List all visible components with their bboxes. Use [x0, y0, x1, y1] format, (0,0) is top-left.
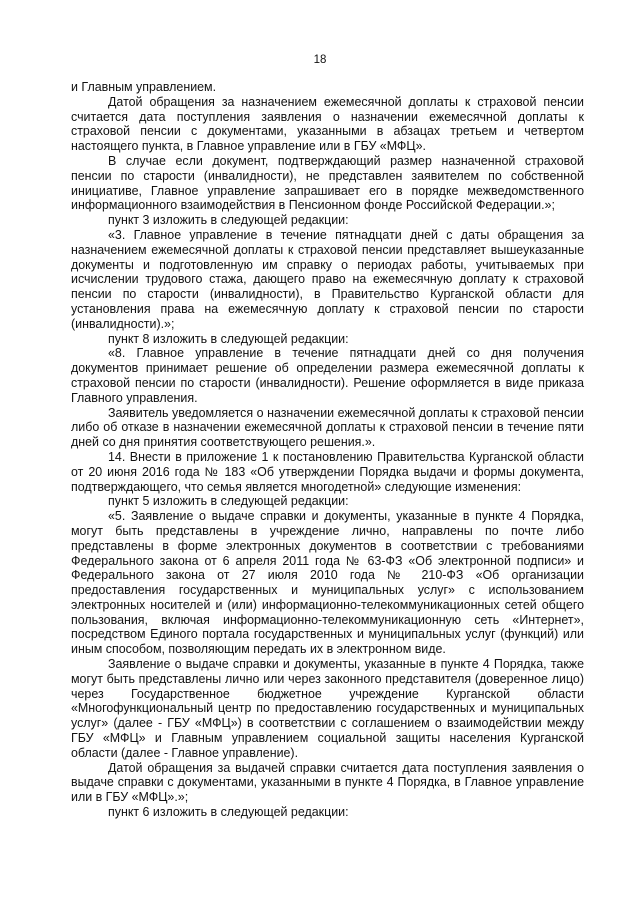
page-number: 18 [313, 54, 327, 66]
paragraph: В случае если документ, подтверждающий размер назначенной страховой пенсии по старости (инвалидности), не представлен заявителем по собственной инициативе, Главное управление запрашивает его в порядке межведомственного информационного взаимодействия в Пенсионном фонде Российской Федерации.»; [71, 153, 584, 213]
paragraph: пункт 5 изложить в следующей редакции: [108, 494, 349, 509]
paragraph: «8. Главное управление в течение пятнадцати дней со дня получения документов принимает решение об определении размера ежемесячной доплаты к страховой пенсии по старости (инвалидности). Решение оформляется в виде приказа Главного управления. [71, 346, 584, 405]
paragraph: «5. Заявление о выдаче справки и документы, указанные в пункте 4 Порядка, могут быть представлены в учреждение лично, направлены по почте либо представлены в форме электронных документов в соответствии с требованиями Федерального закона от 6 апреля 2011 года № 63-ФЗ «Об электронной подписи» и Федерального закона от 27 июля 2010 года № 210-ФЗ «Об организации предоставления государственных и муниципальных услуг» с использованием электронных носителей и (или) информационно-телекоммуникационных сетей общего пользования, включая информационно-телекоммуникационную сеть «Интернет», посредством Единого портала государственных и муниципальных услуг (функций) или иным способом, позволяющим передать их в электронном виде. [71, 509, 584, 657]
paragraph: 14. Внести в приложение 1 к постановлению Правительства Курганской области от 20 июня 2016 года № 183 «Об утверждении Порядка выдачи и формы документа, подтверждающего, что семья является многодетной» следующие изменения: [71, 449, 584, 494]
paragraph: пункт 3 изложить в следующей редакции: [108, 213, 349, 228]
paragraph: Заявление о выдаче справки и документы, указанные в пункте 4 Порядка, также могут быть представлены лично или через законного представителя (доверенное лицо) через Государственное бюджетное учреждение Курганской области «Многофункциональный центр по предоставлению государственных и муниципальных услуг» (далее - ГБУ «МФЦ») в соответствии с соглашением о взаимодействии между ГБУ «МФЦ» и Главным управлением социальной защиты населения Курганской области (далее - Главное управление). [71, 657, 584, 760]
paragraph: пункт 8 изложить в следующей редакции: [108, 331, 349, 346]
paragraph: «3. Главное управление в течение пятнадцати дней с даты обращения за назначением ежемесячной доплаты к страховой пенсии представляет вышеуказанные документы и подготовленную им справку о периодах работы, учитываемых при исчислении трудового стажа, дающего право на ежемесячную доплату к страховой пенсии по старости (инвалидности), в Правительство Курганской области для установления права на ежемесячную доплату к страховой пенсии по старости (инвалидности).»; [71, 227, 584, 331]
paragraph: и Главным управлением. [71, 80, 217, 94]
paragraph: пункт 6 изложить в следующей редакции: [108, 805, 349, 820]
document-body [71, 80, 584, 820]
paragraph: Датой обращения за выдачей справки считается дата поступления заявления о выдаче справки с документами, указанными в пункте 4 Порядка, в Главное управление или в ГБУ «МФЦ».»; [71, 760, 584, 805]
paragraph: Заявитель уведомляется о назначении ежемесячной доплаты к страховой пенсии либо об отказе в назначении ежемесячной доплаты к страховой пенсии в течение пяти дней со дня принятия соответствующего решения.». [71, 405, 584, 450]
paragraph: Датой обращения за назначением ежемесячной доплаты к страховой пенсии считается дата поступления заявления о назначении ежемесячной доплаты к страховой пенсии с документами, указанными в абзацах третьем и четвертом настоящего пункта, в Главное управление или в ГБУ «МФЦ». [71, 94, 584, 154]
